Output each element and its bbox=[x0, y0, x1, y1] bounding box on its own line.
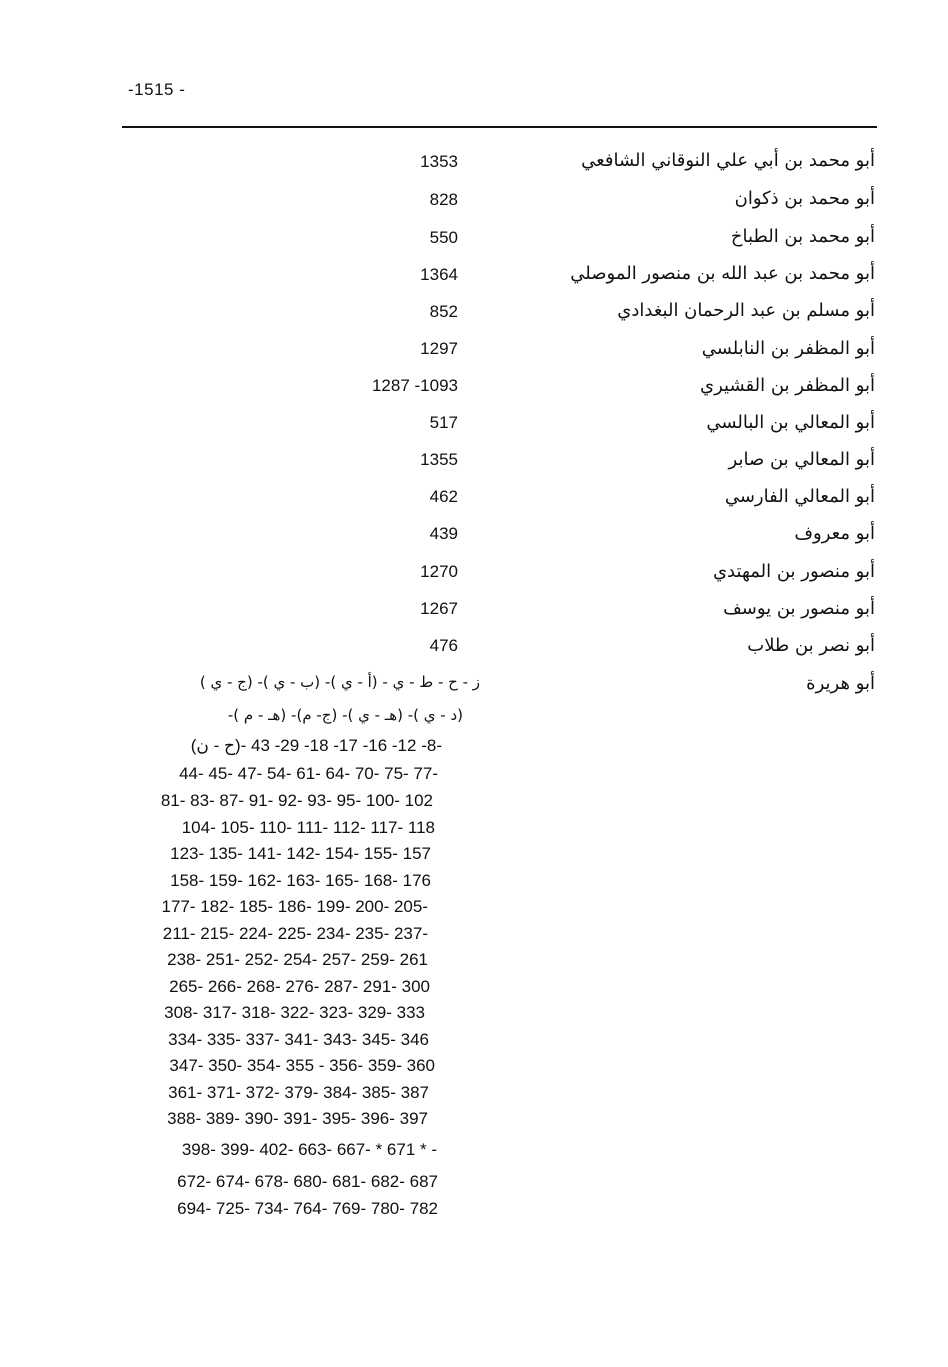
reference-line: 238- 251- 252- 254- 257- 259- 261 bbox=[167, 950, 428, 969]
entry-name: أبو المعالي الفارسي bbox=[724, 486, 875, 507]
reference-line: 158- 159- 162- 163- 165- 168- 176 bbox=[170, 871, 431, 890]
entry-pages: 1270 bbox=[420, 562, 458, 581]
entry-pages: 476 bbox=[429, 636, 458, 655]
entry-pages: 1287 -1093 bbox=[371, 376, 458, 395]
entry-name: أبو محمد بن ذكوان bbox=[734, 188, 875, 209]
reference-line: 104- 105- 110- 111- 112- 117- 118 bbox=[181, 818, 435, 837]
reference-line: 361- 371- 372- 379- 384- 385- 387 bbox=[168, 1083, 429, 1102]
reference-line: ز - ح - ط - ي - (أ - ي )- (ب - ي )- (ج - ي ) bbox=[199, 673, 480, 691]
entry-pages: 462 bbox=[429, 487, 458, 506]
entry-pages: 517 bbox=[429, 413, 458, 432]
entry-pages: 439 bbox=[429, 524, 458, 543]
reference-line: 123- 135- 141- 142- 154- 155- 157 bbox=[170, 844, 431, 863]
reference-line: 694- 725- 734- 764- 769- 780- 782 bbox=[177, 1199, 438, 1218]
entry-name: أبو معروف bbox=[794, 523, 875, 544]
entry-name: أبو منصور بن المهتدي bbox=[712, 561, 875, 582]
reference-line: 388- 389- 390- 391- 395- 396- 397 bbox=[167, 1109, 428, 1128]
reference-line: (ح - ن)- 8- 12- 16- 17- 18- 29- 43- bbox=[190, 736, 442, 755]
entry-pages: 1297 bbox=[420, 339, 458, 358]
entry-name: أبو المظفر بن القشيري bbox=[700, 375, 875, 396]
entry-pages: 1355 bbox=[420, 450, 458, 469]
reference-line: 347- 350- 354- 355 - 356- 359- 360 bbox=[169, 1056, 435, 1075]
entry-pages: 1364 bbox=[420, 265, 458, 284]
entry-name: أبو محمد بن عبد الله بن منصور الموصلي bbox=[570, 263, 875, 284]
entry-name: أبو محمد بن الطباخ bbox=[730, 226, 875, 247]
entry-name-abu-hurayra: أبو هريرة bbox=[806, 673, 875, 694]
reference-line: 398- 399- 402- 663- 667- * 671 * - bbox=[181, 1140, 437, 1159]
entry-name: أبو مسلم بن عبد الرحمان البغدادي bbox=[617, 300, 875, 321]
entry-pages: 1267 bbox=[420, 599, 458, 618]
reference-line: 177- 182- 185- 186- 199- 200- 205- bbox=[161, 897, 428, 916]
reference-line: 44- 45- 47- 54- 61- 64- 70- 75- 77- bbox=[179, 764, 438, 783]
reference-line: 334- 335- 337- 341- 343- 345- 346 bbox=[168, 1030, 429, 1049]
reference-line: 308- 317- 318- 322- 323- 329- 333 bbox=[164, 1003, 425, 1022]
entry-name: أبو منصور بن يوسف bbox=[723, 598, 875, 619]
entry-name: أبو المعالي بن البالسي bbox=[706, 412, 875, 433]
entry-pages: 1353 bbox=[420, 152, 458, 171]
reference-line: (د - ي )- (هـ - ي )- (ج- م)- (هـ - م )- bbox=[227, 706, 463, 724]
entry-name: أبو نصر بن طلاب bbox=[747, 635, 875, 656]
entry-name: أبو المظفر بن النابلسي bbox=[701, 338, 875, 359]
entry-pages: 852 bbox=[429, 302, 458, 321]
entry-name: أبو المعالي بن صابر bbox=[728, 449, 875, 470]
entry-pages: 828 bbox=[429, 190, 458, 209]
reference-line: 211- 215- 224- 225- 234- 235- 237- bbox=[162, 924, 428, 943]
entry-pages: 550 bbox=[429, 228, 458, 247]
page-number: -1515 - bbox=[128, 80, 186, 99]
reference-line: 81- 83- 87- 91- 92- 93- 95- 100- 102 bbox=[160, 791, 433, 810]
entry-name: أبو محمد بن أبي علي النوقاني الشافعي bbox=[581, 150, 875, 171]
reference-line: 672- 674- 678- 680- 681- 682- 687 bbox=[177, 1172, 438, 1191]
reference-line: 265- 266- 268- 276- 287- 291- 300 bbox=[169, 977, 430, 996]
